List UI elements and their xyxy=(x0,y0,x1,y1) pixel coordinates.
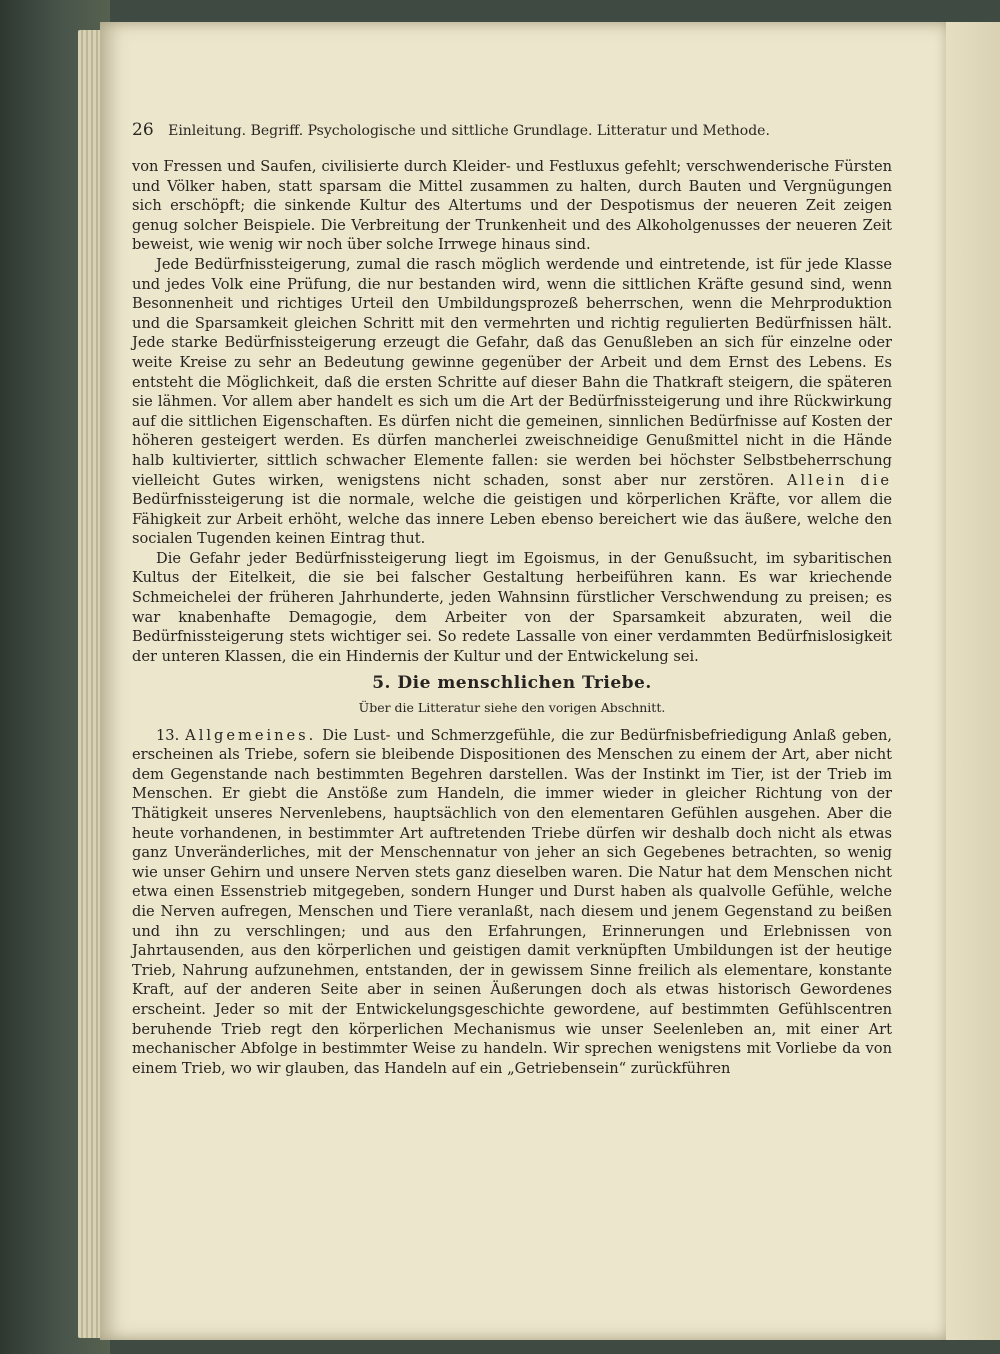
page-number: 26 xyxy=(132,120,154,140)
paragraph-4-text: Die Lust- und Schmerzgefühle, die zur Bedürfnisbefriedigung Anlaß geben, erscheinen als Triebe, sofern sie bleibende Dispositionen des Menschen zu einem der Art, aber nicht dem Gegenstande nach bestimmten Begehren darstellen. Was der Instinkt im Tier, ist der Trieb im Menschen. Er giebt die Anstöße zum Handeln, die immer wieder in gleicher Richtung von der Thätigkeit unseres Nervenlebens, hauptsächlich von den elementaren Gefühlen ausgehen. Aber die heute vorhandenen, in bestimmter Art auftretenden Triebe dürfen wir deshalb doch nicht als etwas ganz Unveränderliches, mit der Menschennatur von jeher an sich Gegebenes betrachten, so wenig wie unser Gehirn und unsere Nerven stets ganz dieselben waren. Die Natur hat dem Menschen nicht etwa einen Essenstrieb mitgegeben, sondern Hunger und Durst haben als qualvolle Gefühle, welche die Nerven aufregen, Menschen und Tiere veranlaßt, nach diesem und jenem Gegenstand zu beißen und ihn zu verschlingen; und aus den Erfahrungen, Erinnerungen und Erlebnissen von Jahrtausenden, aus den körperlichen und geistigen damit verknüpften Umbildungen ist der heutige Trieb, Nahrung aufzunehmen, entstanden, der in gewissem Sinne freilich als elementare, konstante Kraft, auf der anderen Seite aber in seinen Äußerungen doch als etwas historisch Gewordenes erscheint. Jeder so mit der Entwickelungsgeschichte gewordene, auf bestimmten Gefühlscentren beruhende Trieb regt den körperlichen Mechanismus wie unser Seelenleben an, mit einer Art mechanischer Abfolge in bestimmter Weise zu handeln. Wir sprechen wenigstens mit Vorliebe da von einem Trieb, wo wir glauben, das Handeln auf ein „Getriebensein“ zurückführen xyxy=(132,726,892,1077)
page-right-edge xyxy=(946,22,1000,1340)
paragraph-lead: Allgemeines. xyxy=(185,726,317,744)
running-header xyxy=(132,120,862,140)
paragraph-1: von Fressen und Saufen, civilisierte durch Kleider- und Festluxus gefehlt; verschwenderische Fürsten und Völker haben, statt sparsam die Mittel zusammen zu halten, durch Bauten und Vergnügungen sich erschöpft; die sinkende Kultur des Altertums und der Despotismus der neueren Zeit zeigen genug solcher Beispiele. Die Verbreitung der Trunkenheit und des Alkoholgenusses der neueren Zeit beweist, wie wenig wir noch über solche Irrwege hinaus sind. xyxy=(132,158,892,254)
section-heading: 5. Die menschlichen Triebe. xyxy=(372,673,652,694)
paragraph-3: Die Gefahr jeder Bedürfnissteigerung liegt im Egoismus, in der Genußsucht, im sybaritischen Kultus der Eitelkeit, die sie bei falscher Gestaltung herbeiführen kann. Es war kriechende Schmeichelei der früheren Jahrhunderte, jeden Wahnsinn fürstlicher Verschwendung zu preisen; es war knabenhafte Demagogie, dem Arbeiter von der Sparsamkeit abzuraten, weil die Bedürfnissteigerung stets wichtiger sei. So redete Lassalle von einer verdammten Bedürfnislosigkeit der unteren Klassen, die ein Hindernis der Kultur und der Entwickelung sei. xyxy=(132,549,892,665)
page-body xyxy=(132,157,892,1078)
paragraph-2 xyxy=(132,255,892,549)
paragraph-2-text: Jede Bedürfnissteigerung, zumal die rasch möglich werdende und eintretende, ist für jede Klasse und jedes Volk eine Prüfung, die nur bestanden wird, wenn die sittlichen Kräfte gesund sind, wenn Besonnenheit und richtiges Urteil den Umbildungsprozeß beherrschen, wenn die Mehrproduktion und die Sparsamkeit gleichen Schritt mit den vermehrten und richtig regulierten Bedürfnissen hält. Jede starke Bedürfnissteigerung erzeugt die Gefahr, daß das Genußleben an sich für einzelne oder weite Kreise zu sehr an Bedeutung gewinne gegenüber der Arbeit und dem Ernst des Lebens. Es entsteht die Möglichkeit, daß die ersten Schritte auf dieser Bahn die Thatkraft steigern, die späteren sie lähmen. Vor allem aber handelt es sich um die Art der Bedürfnissteigerung und ihre Rückwirkung auf die sittlichen Eigenschaften. Es dürfen nicht die gemeinen, sinnlichen Bedürfnisse auf Kosten der höheren gesteigert werden. Es dürfen mancherlei zweischneidige Genußmittel nicht in die Hände halb kultivierter, sittlich schwacher Elemente fallen: sie werden bei höchster Selbstbeherrschung vielleicht Gutes wirken, wenigstens nicht schaden, sonst aber nur zerstören. xyxy=(132,255,892,489)
paragraph-4 xyxy=(132,726,892,1079)
running-title: Einleitung. Begriff. Psychologische und sittliche Grundlage. Litteratur und Methode. xyxy=(168,123,770,139)
emphasis-allein: Allein xyxy=(786,471,848,489)
emphasis-die: die xyxy=(860,471,893,489)
paragraph-2-tail: Bedürfnissteigerung ist die normale, welche die geistigen und körperlichen Kräfte, vor allem die Fähigkeit zur Arbeit erhöht, welche das innere Leben ebenso bereichert wie das äußere, welche den socialen Tugenden keinen Eintrag thut. xyxy=(132,491,892,548)
section-subheading: Über die Litteratur siehe den vorigen Abschnitt. xyxy=(358,700,666,716)
paragraph-number: 13. xyxy=(156,726,180,744)
